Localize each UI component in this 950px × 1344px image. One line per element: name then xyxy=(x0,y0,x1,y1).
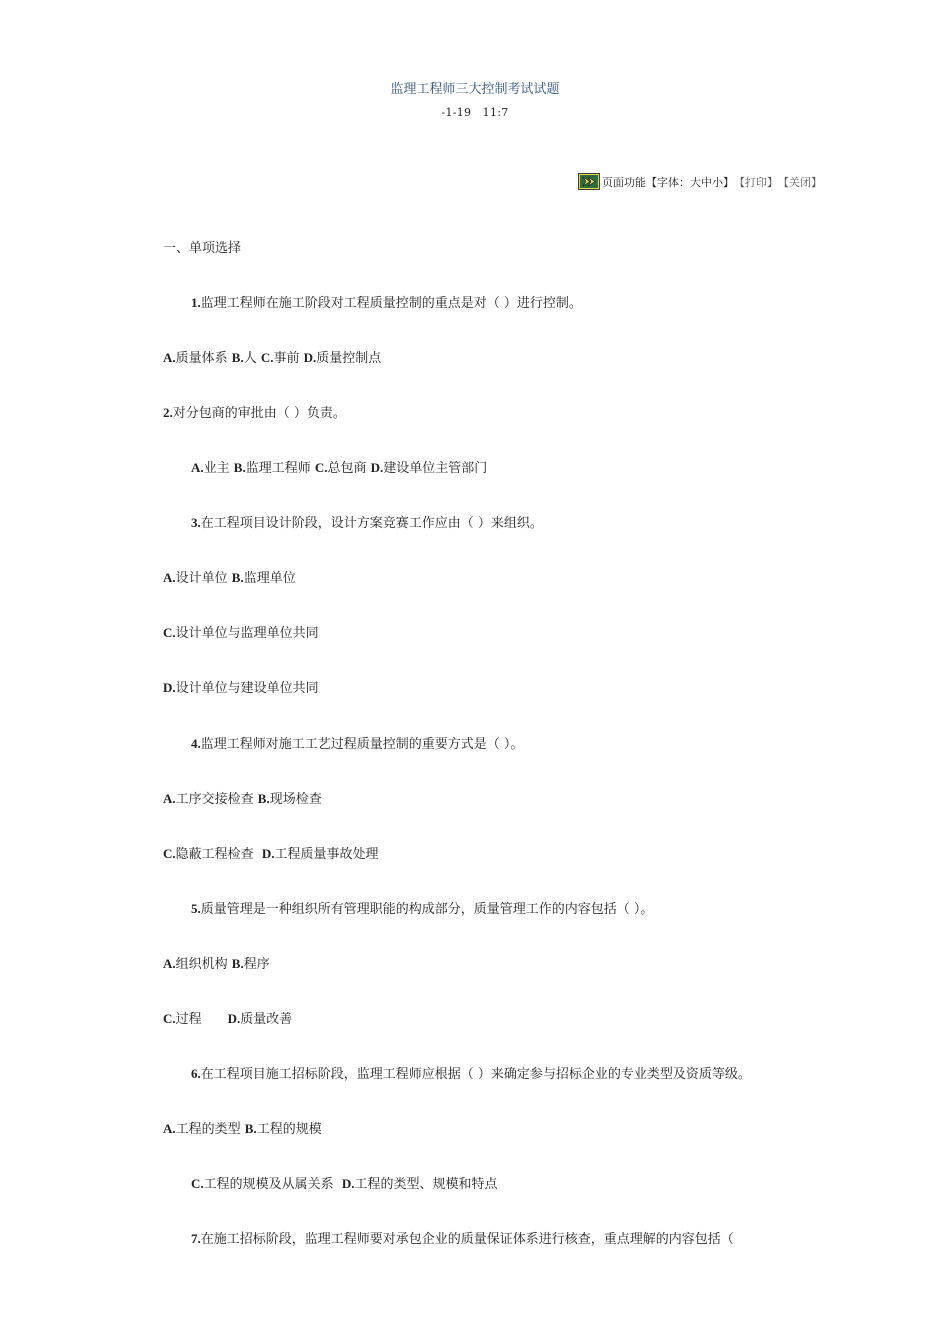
option-text: 隐蔽工程检查 xyxy=(175,847,262,862)
question-number: 5. xyxy=(191,901,201,916)
option-letter: B. xyxy=(231,350,244,365)
option-text: 组织机构 xyxy=(175,957,232,972)
options-q3-c xyxy=(163,622,319,641)
option-text: 设计单位与监理单位共同 xyxy=(175,626,319,641)
page-function-label: 页面功能 xyxy=(602,175,646,189)
option-text: 质量控制点 xyxy=(316,351,382,366)
option-text: 工程的规模及从属关系 xyxy=(203,1177,342,1192)
options-q6-ab xyxy=(163,1118,322,1137)
question-number: 6. xyxy=(191,1066,201,1081)
option-letter: B. xyxy=(231,956,244,971)
option-letter: C. xyxy=(163,846,176,861)
option-text: 工序交接检查 xyxy=(175,792,258,807)
question-number: 1. xyxy=(191,295,201,310)
page-function-icon xyxy=(578,173,600,190)
question-text: 监理工程师对施工工艺过程质量控制的重要方式是（ ）。 xyxy=(200,737,524,752)
font-size-open: 【字体： xyxy=(646,175,690,189)
options-q5-cd xyxy=(163,1008,292,1027)
option-text: 现场检查 xyxy=(269,792,322,807)
option-text: 事前 xyxy=(273,351,304,366)
option-text: 设计单位与建设单位共同 xyxy=(175,681,319,696)
question-4 xyxy=(191,733,523,752)
option-letter: C. xyxy=(191,1176,204,1191)
option-letter: C. xyxy=(260,350,274,365)
option-letter: D. xyxy=(341,1176,355,1191)
option-text: 质量体系 xyxy=(175,351,232,366)
question-3 xyxy=(191,512,543,531)
font-size-close: 】 xyxy=(723,175,734,189)
option-text: 建设单位主管部门 xyxy=(383,461,488,476)
option-text: 程序 xyxy=(243,957,270,972)
question-text: 在工程项目施工招标阶段，监理工程师应根据（ ）来确定参与招标企业的专业类型及资质等级。 xyxy=(200,1067,751,1082)
option-text: 质量改善 xyxy=(240,1012,293,1027)
options-q1 xyxy=(163,347,381,366)
option-letter: A. xyxy=(163,570,176,585)
option-letter: D. xyxy=(261,846,275,861)
option-letter: A. xyxy=(163,350,176,365)
option-text: 工程的类型、规模和特点 xyxy=(354,1177,498,1192)
option-letter: C. xyxy=(163,1011,176,1026)
options-q5-ab xyxy=(163,953,270,972)
option-letter: B. xyxy=(231,570,244,585)
option-text: 人 xyxy=(243,351,261,366)
option-text: 工程的类型 xyxy=(175,1122,245,1137)
question-2 xyxy=(163,402,346,421)
option-letter: A. xyxy=(163,1121,176,1136)
option-letter: D. xyxy=(370,460,384,475)
options-q2 xyxy=(191,457,487,476)
option-letter: B. xyxy=(257,791,270,806)
question-number: 7. xyxy=(191,1231,201,1246)
option-letter: C. xyxy=(314,460,328,475)
option-text: 总包商 xyxy=(327,461,371,476)
section-heading: 一、单项选择 xyxy=(163,241,242,256)
options-q6-cd xyxy=(191,1173,498,1192)
option-text: 业主 xyxy=(203,461,234,476)
option-text: 过程 xyxy=(175,1012,228,1027)
question-text: 质量管理是一种组织所有管理职能的构成部分，质量管理工作的内容包括（ ）。 xyxy=(200,902,654,917)
option-letter: D. xyxy=(227,1011,241,1026)
question-number: 2. xyxy=(163,405,173,420)
options-q3-d xyxy=(163,677,319,696)
option-letter: B. xyxy=(244,1121,257,1136)
close-link[interactable]: 【关闭】 xyxy=(778,175,822,189)
font-medium-link[interactable]: 中 xyxy=(701,175,712,189)
option-letter: D. xyxy=(303,350,317,365)
option-text: 设计单位 xyxy=(175,571,232,586)
option-text: 工程的规模 xyxy=(256,1122,322,1137)
option-letter: A. xyxy=(191,460,204,475)
option-text: 监理单位 xyxy=(243,571,296,586)
question-5 xyxy=(191,898,653,917)
option-letter: A. xyxy=(163,791,176,806)
option-letter: A. xyxy=(163,956,176,971)
font-large-link[interactable]: 大 xyxy=(690,175,701,189)
question-7 xyxy=(191,1228,734,1247)
font-small-link[interactable]: 小 xyxy=(712,175,723,189)
question-1 xyxy=(191,292,582,311)
page-function-toolbar xyxy=(578,173,822,190)
print-link[interactable]: 【打印】 xyxy=(734,175,778,189)
question-text: 监理工程师在施工阶段对工程质量控制的重点是对（ ）进行控制。 xyxy=(200,296,582,311)
publish-date: -1-19 11:7 xyxy=(441,106,509,119)
question-number: 4. xyxy=(191,736,201,751)
option-letter: D. xyxy=(163,680,176,695)
options-q3-ab xyxy=(163,567,296,586)
question-number: 3. xyxy=(191,515,201,530)
options-q4-ab xyxy=(163,788,322,807)
option-text: 监理工程师 xyxy=(245,461,315,476)
option-letter: B. xyxy=(233,460,246,475)
question-6 xyxy=(191,1063,751,1082)
option-letter: C. xyxy=(163,625,176,640)
question-text: 对分包商的审批由（ ）负责。 xyxy=(172,406,346,421)
question-text: 在施工招标阶段，监理工程师要对承包企业的质量保证体系进行核查，重点理解的内容包括（ xyxy=(200,1232,734,1247)
options-q4-cd xyxy=(163,843,379,862)
option-text: 工程质量事故处理 xyxy=(274,847,379,862)
page-title: 监理工程师三大控制考试试题 xyxy=(390,82,560,97)
question-text: 在工程项目设计阶段，设计方案竞赛工作应由（ ）来组织。 xyxy=(200,516,543,531)
